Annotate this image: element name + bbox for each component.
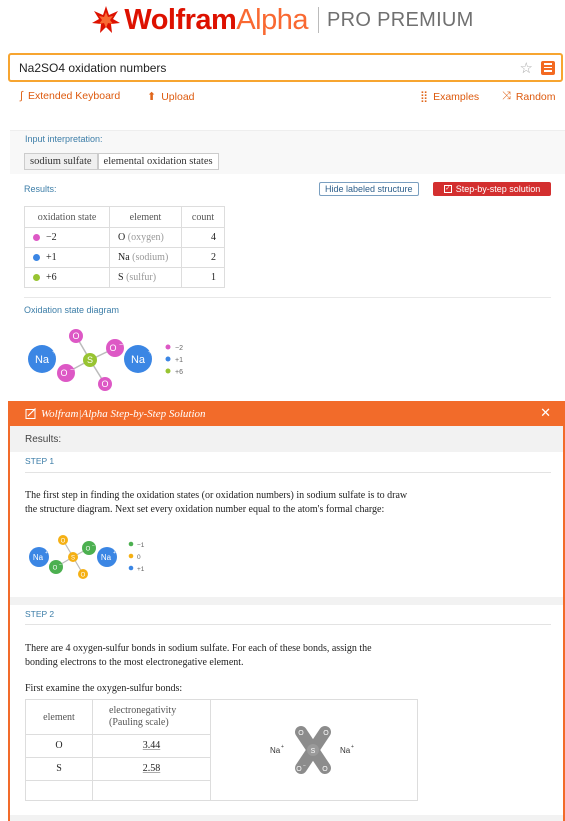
charge-label: − (119, 342, 124, 349)
step-by-step-header (8, 401, 565, 426)
element-name: (sulfur) (126, 272, 157, 283)
examples-button[interactable] (420, 90, 479, 103)
electronegativity-table (25, 699, 418, 801)
close-icon[interactable]: ✕ (540, 405, 551, 420)
element-symbol: Na (118, 252, 130, 263)
atom-label: Na (340, 746, 351, 755)
interpretation-chip: elemental oxidation states (98, 153, 219, 170)
element-cell: S (26, 757, 93, 780)
element-name: (oxygen) (127, 232, 164, 243)
charge-label: + (281, 744, 284, 750)
favorite-star-icon[interactable]: ☆ (519, 59, 533, 77)
charge-label: + (52, 349, 57, 356)
element-symbol: O (118, 232, 126, 243)
examples-label: Examples (433, 90, 480, 103)
value-cell (93, 735, 211, 757)
atom-label: Na (130, 354, 146, 366)
legend-dot (129, 542, 134, 547)
bond-diagram-cell (211, 700, 418, 801)
color-dot-icon (33, 274, 40, 281)
legend-label: +6 (175, 369, 183, 376)
electronegativity-value: 3.44 (142, 740, 161, 752)
random-button[interactable] (502, 90, 556, 103)
step-separator (10, 815, 563, 821)
legend-label: 0 (137, 554, 141, 561)
header (0, 0, 565, 40)
upload-icon: ⬆ (147, 91, 157, 103)
input-interpretation-label: Input interpretation: (25, 134, 103, 144)
atom-label: Na (270, 746, 281, 755)
atom-label: O (322, 766, 328, 773)
pro-premium-label: PRO PREMIUM (327, 8, 474, 31)
step-by-step-panel (8, 401, 565, 821)
legend-label: +1 (137, 566, 145, 573)
legend-dot (166, 345, 171, 350)
charge-label: + (113, 550, 116, 556)
wolfram-alpha-logo[interactable] (91, 4, 308, 37)
empty-cell (93, 780, 211, 800)
atom-label: O (298, 730, 304, 737)
charge-label: − (303, 763, 306, 769)
atom-label: S (310, 748, 316, 755)
atom-label: O (80, 572, 86, 579)
element-name: (sodium) (132, 252, 169, 263)
pod-divider (24, 297, 551, 298)
oxidation-diagram-label: Oxidation state diagram (24, 305, 120, 315)
step-by-step-label: Step-by-step solution (455, 184, 541, 194)
legend-label: −2 (175, 345, 183, 352)
search-input[interactable] (10, 55, 520, 80)
atom-label: S (70, 555, 76, 562)
logo-divider (318, 7, 319, 33)
keyboard-icon: ∫ (20, 90, 24, 102)
results-label: Results: (24, 184, 57, 194)
element-cell (110, 248, 182, 268)
charge-label: − (92, 543, 95, 549)
formal-charge-diagram (25, 532, 155, 582)
results-pod (10, 178, 565, 394)
hide-labeled-structure-button[interactable]: Hide labeled structure (319, 182, 419, 196)
step-by-step-button[interactable] (433, 182, 551, 196)
charge-label: + (148, 349, 153, 356)
charge-label: + (351, 744, 354, 750)
element-cell (110, 228, 182, 248)
legend-dot (129, 554, 134, 559)
count-cell: 1 (182, 268, 225, 288)
shuffle-icon: ⤨ (502, 90, 511, 102)
atom-label: O (323, 730, 329, 737)
toolbar (0, 90, 565, 108)
atom-label: Na (100, 553, 112, 562)
interpretation-chips (24, 153, 219, 170)
step-2-text: There are 4 oxygen-sulfur bonds in sodium sulfate. For each of these bonds, assign the bonding electrons to the most electronegative element. (25, 643, 372, 668)
atom-label: O (296, 766, 302, 773)
atom-label: Na (34, 354, 50, 366)
atom-label: O (101, 379, 109, 389)
table-header-row (25, 207, 225, 228)
checkbox-icon: ✓ (445, 186, 451, 192)
oxidation-state-diagram (24, 321, 204, 396)
value-cell (93, 757, 211, 780)
color-dot-icon (33, 234, 40, 241)
extended-keyboard-label: Extended Keyboard (28, 90, 121, 102)
upload-label: Upload (161, 90, 195, 103)
oxidation-table (24, 206, 225, 288)
atom-label: O (85, 546, 91, 553)
atom-label: O (60, 538, 66, 545)
column-header: oxidation state (25, 207, 110, 228)
logo-alpha-text: Alpha (236, 3, 308, 36)
column-header: count (182, 207, 225, 228)
oxidation-state-value: +6 (46, 272, 57, 283)
random-label: Random (515, 90, 556, 103)
oxidation-state-value: +1 (46, 252, 57, 263)
legend-label: −1 (137, 542, 145, 549)
step-1-text: The first step in finding the oxidation states (or oxidation numbers) in sodium sulfate is to draw the structure diagram. Next set every oxidation number equal to the atom's formal charge: (25, 490, 408, 515)
charge-label: − (70, 367, 75, 374)
oxidation-state-cell (25, 248, 110, 268)
legend-dot (129, 566, 134, 571)
atom-label: O (60, 368, 68, 378)
table-row (25, 248, 225, 268)
atom-label: O (72, 331, 80, 341)
legend-dot (166, 357, 171, 362)
legend-dot (166, 369, 171, 374)
count-cell: 2 (182, 248, 225, 268)
upload-button[interactable] (147, 90, 195, 103)
charge-label: + (45, 550, 48, 556)
oxidation-state-cell (25, 228, 110, 248)
search-bar (8, 53, 563, 82)
extended-keyboard-button[interactable] (20, 90, 120, 102)
atom-label: O (52, 565, 58, 572)
charge-label: − (59, 562, 62, 568)
electronegativity-value: 2.58 (142, 763, 161, 775)
step-1-label: STEP 1 (25, 456, 55, 466)
atom-label: Na (32, 553, 44, 562)
element-symbol: S (118, 272, 124, 283)
step-divider (25, 472, 551, 473)
atom-label: S (86, 355, 94, 365)
step-by-step-title: Wolfram|Alpha Step-by-Step Solution (41, 407, 206, 420)
column-header: element (26, 700, 93, 735)
column-header: electronegativity (Pauling scale) (93, 700, 211, 735)
column-header: element (110, 207, 182, 228)
legend-label: +1 (175, 357, 183, 364)
step-2-label: STEP 2 (25, 609, 55, 619)
sulfate-bond-diagram (211, 700, 417, 800)
edit-note-icon (25, 408, 37, 420)
logo-wolfram-text: Wolfram (124, 3, 237, 36)
element-cell: O (26, 735, 93, 757)
input-interpretation-pod (10, 130, 565, 174)
compute-button[interactable] (541, 61, 555, 75)
color-dot-icon (33, 254, 40, 261)
step-2-subtext: First examine the oxygen-sulfur bonds: (25, 683, 183, 694)
spikey-star-icon (91, 5, 121, 35)
charge-label: − (331, 727, 334, 733)
table-row (25, 268, 225, 288)
atom-label: O (109, 343, 117, 353)
sbs-results-label: Results: (10, 426, 563, 452)
grid-icon: ⣿ (420, 91, 429, 103)
step-separator (10, 597, 563, 605)
table-row (25, 228, 225, 248)
count-cell: 4 (182, 228, 225, 248)
step-divider (25, 624, 551, 625)
oxidation-state-value: −2 (46, 232, 57, 243)
empty-cell (26, 780, 93, 800)
interpretation-chip: sodium sulfate (24, 153, 98, 170)
oxidation-state-cell (25, 268, 110, 288)
table-header-row (26, 700, 418, 735)
element-cell (110, 268, 182, 288)
